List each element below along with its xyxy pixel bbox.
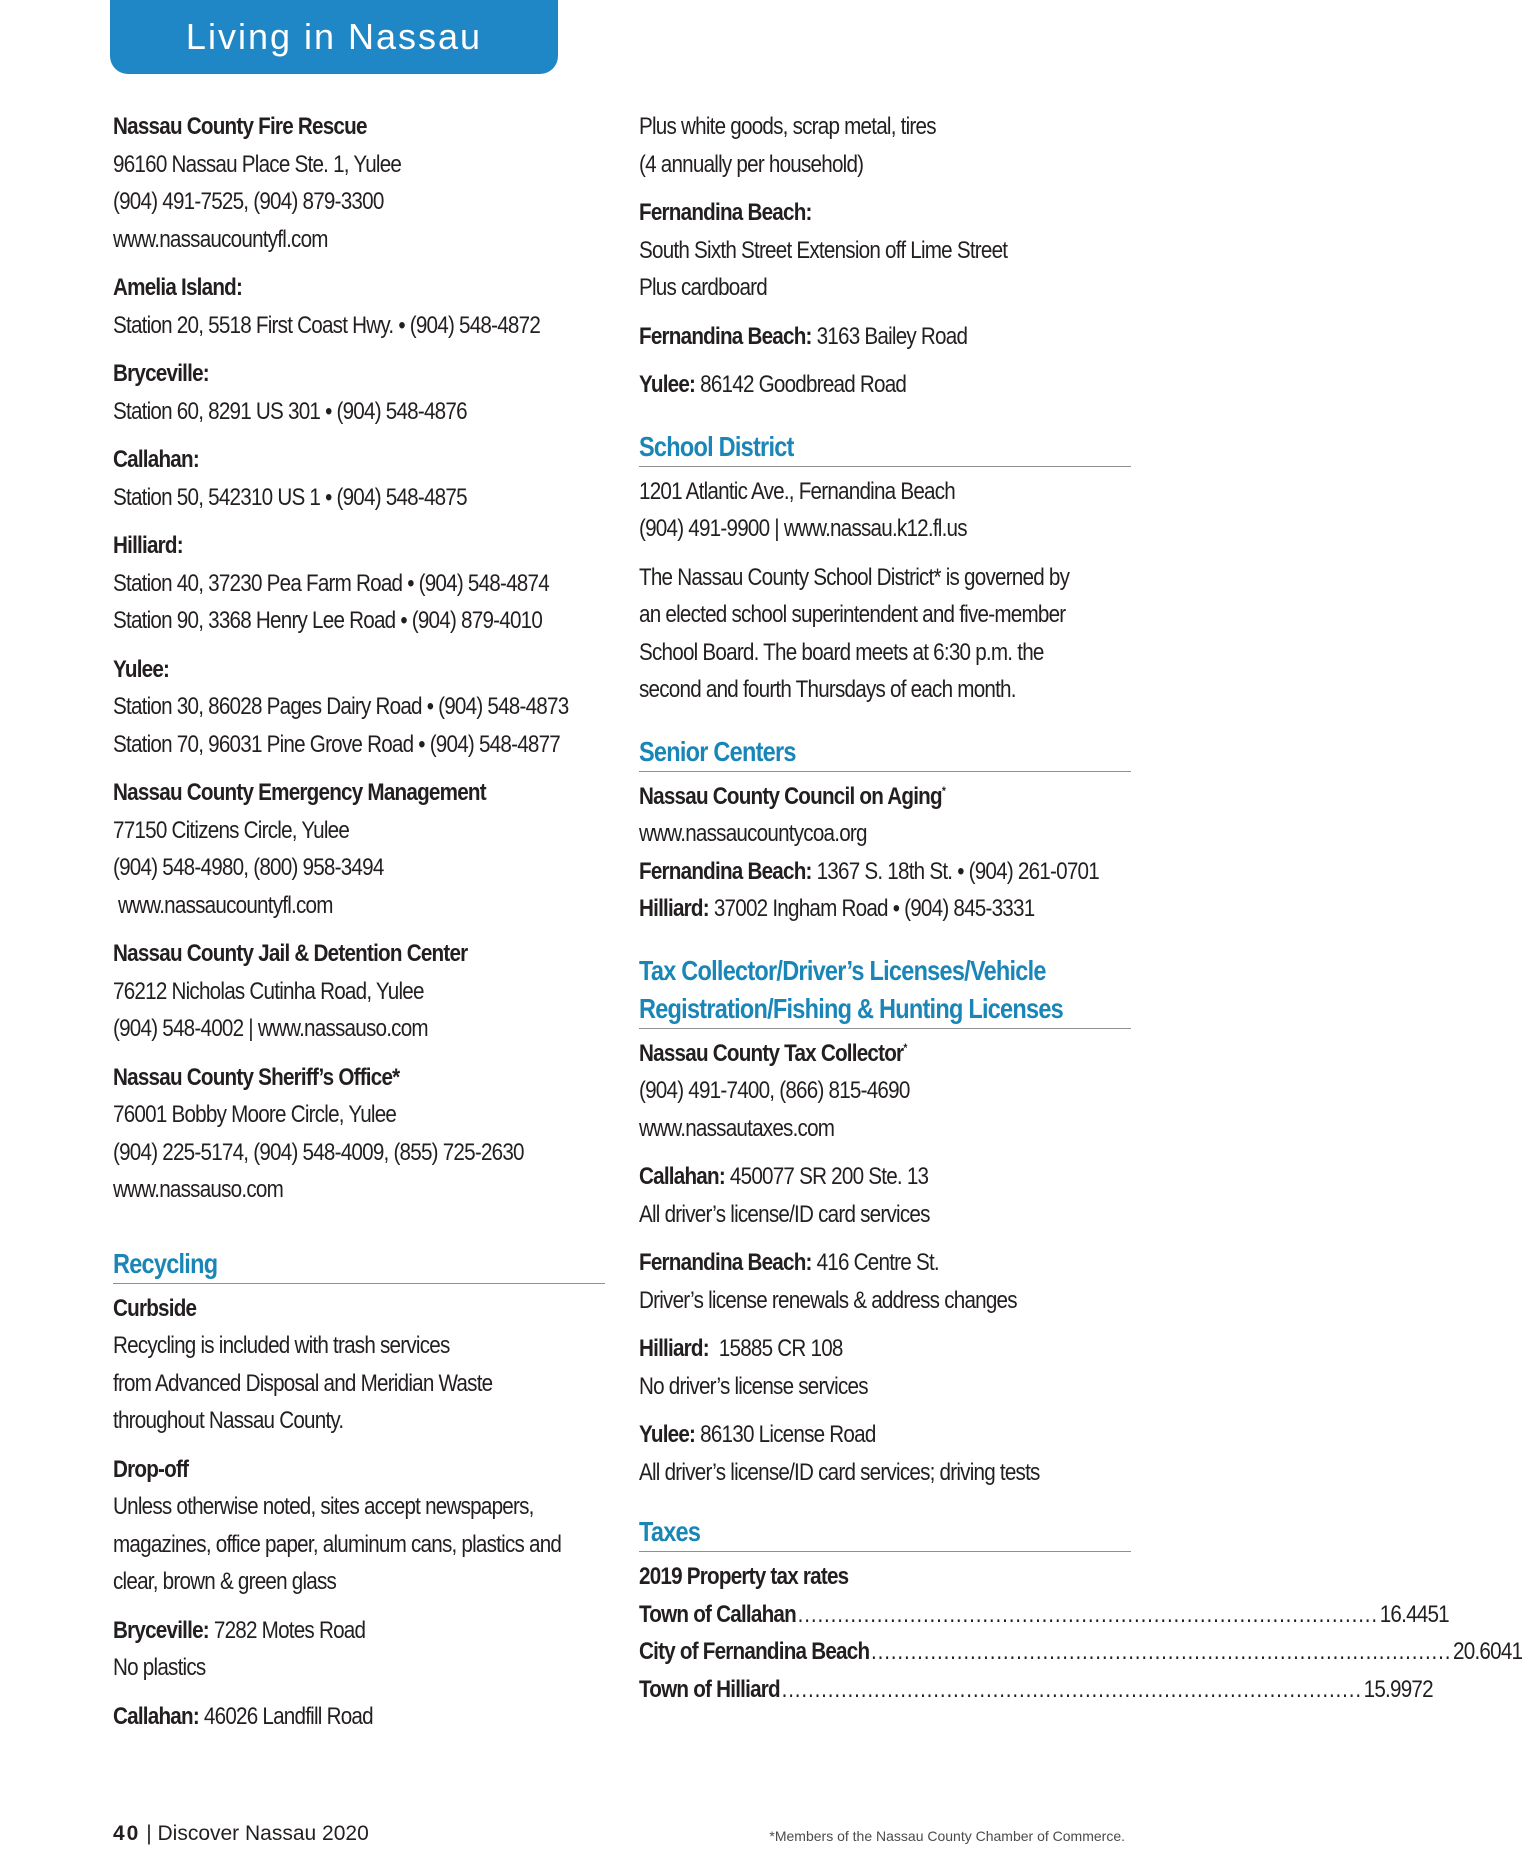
bryceville-block <box>113 355 605 430</box>
recycle-bryceville-note: No plastics <box>113 1654 206 1681</box>
senior-hilliard-label: Hilliard: <box>639 895 709 922</box>
tax-hilliard-note: No driver’s license services <box>639 1372 868 1400</box>
callahan-block <box>113 441 605 516</box>
recycle-callahan-label: Callahan: <box>113 1702 199 1730</box>
jail-block <box>113 935 605 1048</box>
tax-hilliard-block <box>639 1330 1131 1405</box>
hilliard-station-90: Station 90, 3368 Henry Lee Road • (904) 879-4010 <box>113 607 543 634</box>
tax-yulee-address: 86130 License Road <box>695 1421 876 1448</box>
curbside-line-1: Recycling is included with trash services <box>113 1332 450 1359</box>
school-desc-line-4: second and fourth Thursdays of each month. <box>639 676 1016 703</box>
tax-rate-row <box>639 1633 1522 1671</box>
recycling-heading-wrap <box>113 1245 605 1284</box>
callahan-title: Callahan: <box>113 446 199 473</box>
dropoff-line-1: Unless otherwise noted, sites accept newspapers, <box>113 1493 534 1520</box>
tax-rate-value: 15.9972 <box>1363 1675 1433 1703</box>
tax-hilliard-address: 15885 CR 108 <box>708 1335 843 1362</box>
tax-heading-line-1: Tax Collector/Driver’s Licenses/Vehicle <box>639 954 1046 986</box>
recycle-bryceville-address: 7282 Motes Road <box>208 1616 366 1644</box>
amelia-station: Station 20, 5518 First Coast Hwy. • (904) 548-4872 <box>113 311 541 339</box>
recycle-callahan-address: 46026 Landfill Road <box>198 1702 373 1730</box>
left-column <box>113 108 605 1746</box>
tax-fb-label: Fernandina Beach: <box>639 1249 812 1276</box>
recycling-cont-block <box>639 108 1131 183</box>
tax-rate-value: 20.6041 <box>1453 1638 1522 1665</box>
tax-callahan-label: Callahan: <box>639 1163 725 1190</box>
tax-yulee-block <box>639 1416 1131 1491</box>
sheriff-address: 76001 Bobby Moore Circle, Yulee <box>113 1101 397 1128</box>
senior-hilliard-line <box>639 890 1062 928</box>
fire-rescue-block <box>113 108 605 258</box>
school-desc-line-3: School Board. The board meets at 6:30 p.m. the <box>639 638 1044 666</box>
amelia-title: Amelia Island: <box>113 274 243 301</box>
sheriff-block <box>113 1059 605 1209</box>
hilliard-title: Hilliard: <box>113 532 183 559</box>
dropoff-title: Drop-off <box>113 1455 189 1483</box>
tax-collector-title-line <box>639 1035 1062 1073</box>
right-column <box>639 108 1522 1719</box>
yulee-station-70: Station 70, 96031 Pine Grove Road • (904) 548-4877 <box>113 730 561 758</box>
tax-heading-wrap <box>639 952 1131 1029</box>
senior-title-mark: * <box>941 783 946 798</box>
emergency-address: 77150 Citizens Circle, Yulee <box>113 816 350 844</box>
tax-fb-line <box>639 1244 1062 1282</box>
school-desc-line-1: The Nassau County School District* is governed by <box>639 563 1070 591</box>
bryceville-title: Bryceville: <box>113 360 209 387</box>
page-number: 40 <box>113 1822 141 1845</box>
recycle-yulee-address: 86142 Goodbread Road <box>695 371 907 398</box>
recycle-callahan-block <box>113 1698 605 1736</box>
tax-rate-leader: ........................................................................................ <box>797 1600 1378 1628</box>
curbside-block <box>113 1290 605 1440</box>
emergency-title: Nassau County Emergency Management <box>113 779 486 806</box>
bryceville-station: Station 60, 8291 US 301 • (904) 548-4876 <box>113 397 467 425</box>
tax-callahan-note: All driver’s license/ID card services <box>639 1200 930 1228</box>
tax-collector-title: Nassau County Tax Collector <box>639 1039 904 1067</box>
tax-hilliard-label: Hilliard: <box>639 1335 709 1362</box>
tax-heading-line-2: Registration/Fishing & Hunting Licenses <box>639 992 1063 1024</box>
tax-rate-row <box>639 1671 1433 1709</box>
senior-title: Nassau County Council on Aging <box>639 782 942 810</box>
tax-rate-leader: ........................................................................................ <box>781 1675 1362 1703</box>
tax-fb-note: Driver’s license renewals & address changes <box>639 1286 1017 1314</box>
taxes-heading-wrap <box>639 1513 1131 1552</box>
curbside-title: Curbside <box>113 1294 197 1322</box>
tax-callahan-address: 450077 SR 200 Ste. 13 <box>724 1163 929 1190</box>
recycle-yulee-block <box>639 366 1131 404</box>
recycle-fb2-label: Fernandina Beach: <box>639 322 812 350</box>
recycle-callahan-line <box>113 1698 536 1736</box>
recycle-fb2-block <box>639 318 1131 356</box>
fire-rescue-phone: (904) 491-7525, (904) 879-3300 <box>113 188 384 215</box>
publication-name: | Discover Nassau 2020 <box>146 1822 369 1845</box>
tax-rate-value: 16.4451 <box>1379 1600 1449 1628</box>
recycling-cont-line-1: Plus white goods, scrap metal, tires <box>639 113 936 140</box>
section-tab-title: Living in Nassau <box>185 16 483 57</box>
senior-fb-text: 1367 S. 18th St. • (904) 261-0701 <box>811 857 1099 885</box>
tax-collector-block <box>639 1035 1131 1148</box>
school-contact-block <box>639 473 1131 548</box>
tax-collector-title-mark: * <box>903 1040 907 1055</box>
sheriff-web: www.nassauso.com <box>113 1176 284 1203</box>
tax-hilliard-line <box>639 1330 1062 1368</box>
tax-rate-name: Town of Hilliard <box>639 1675 780 1703</box>
emergency-block <box>113 774 605 924</box>
senior-title-line <box>639 778 1062 816</box>
sheriff-phone: (904) 225-5174, (904) 548-4009, (855) 725-2630 <box>113 1138 524 1166</box>
school-address: 1201 Atlantic Ave., Fernandina Beach <box>639 477 956 505</box>
recycle-fb2-address: 3163 Bailey Road <box>811 322 968 350</box>
senior-fb-label: Fernandina Beach: <box>639 857 812 885</box>
senior-block <box>639 778 1131 928</box>
emergency-phone: (904) 548-4980, (800) 958-3494 <box>113 854 384 881</box>
tax-rate-row <box>639 1596 1449 1634</box>
yulee-station-30: Station 30, 86028 Pages Dairy Road • (904) 548-4873 <box>113 693 569 720</box>
taxes-heading: Taxes <box>639 1516 701 1547</box>
tax-fb-address: 416 Centre St. <box>811 1249 939 1276</box>
footer-note: *Members of the Nassau County Chamber of Commerce. <box>769 1828 1125 1844</box>
recycle-fb1-line-1: South Sixth Street Extension off Lime Street <box>639 236 1008 264</box>
section-tab <box>110 0 558 74</box>
senior-hilliard-text: 37002 Ingham Road • (904) 845-3331 <box>708 895 1035 922</box>
dropoff-block <box>113 1451 605 1601</box>
recycle-fb1-line-2: Plus cardboard <box>639 274 767 301</box>
tax-yulee-label: Yulee: <box>639 1421 696 1448</box>
footer-publication <box>113 1822 369 1846</box>
senior-heading: Senior Centers <box>639 735 796 767</box>
recycle-fb1-title: Fernandina Beach: <box>639 199 812 226</box>
tax-callahan-line <box>639 1158 1062 1196</box>
curbside-line-2: from Advanced Disposal and Meridian Waste <box>113 1369 493 1397</box>
recycle-fb2-line <box>639 318 1062 356</box>
callahan-station: Station 50, 542310 US 1 • (904) 548-4875 <box>113 483 467 511</box>
curbside-line-3: throughout Nassau County. <box>113 1407 344 1434</box>
school-desc-block <box>639 559 1131 709</box>
recycle-yulee-label: Yulee: <box>639 371 696 398</box>
hilliard-block <box>113 527 605 640</box>
recycling-heading: Recycling <box>113 1247 218 1279</box>
recycle-yulee-line <box>639 366 1062 404</box>
recycle-bryceville-line <box>113 1612 536 1650</box>
jail-phone: (904) 548-4002 | www.nassauso.com <box>113 1015 428 1042</box>
senior-web: www.nassaucountycoa.org <box>639 820 867 847</box>
senior-fb-line <box>639 853 1099 891</box>
school-heading: School District <box>639 430 794 462</box>
tax-yulee-note: All driver’s license/ID card services; driving tests <box>639 1458 1040 1486</box>
tax-rate-leader: ........................................................................................ <box>871 1638 1452 1665</box>
school-desc-line-2: an elected school superintendent and five-member <box>639 601 1066 628</box>
yulee-block <box>113 651 605 764</box>
amelia-block <box>113 269 605 344</box>
jail-title: Nassau County Jail & Detention Center <box>113 940 468 967</box>
school-phone: (904) 491-9900 | www.nassau.k12.fl.us <box>639 515 967 542</box>
tax-collector-phone: (904) 491-7400, (866) 815-4690 <box>639 1077 910 1104</box>
tax-rate-name: Town of Callahan <box>639 1600 796 1628</box>
hilliard-station-40: Station 40, 37230 Pea Farm Road • (904) 548-4874 <box>113 569 549 597</box>
recycle-bryceville-label: Bryceville: <box>113 1616 209 1644</box>
sheriff-title: Nassau County Sheriff’s Office* <box>113 1063 400 1091</box>
tax-collector-web: www.nassautaxes.com <box>639 1114 835 1142</box>
tax-yulee-line <box>639 1416 1062 1454</box>
recycle-fb1-block <box>639 194 1131 307</box>
fire-rescue-title: Nassau County Fire Rescue <box>113 113 367 140</box>
fire-rescue-web: www.nassaucountyfl.com <box>113 225 328 253</box>
jail-address: 76212 Nicholas Cutinha Road, Yulee <box>113 977 424 1005</box>
tax-rates-block <box>639 1558 1522 1708</box>
emergency-web: www.nassaucountyfl.com <box>113 891 333 919</box>
tax-rate-name: City of Fernandina Beach <box>639 1638 870 1665</box>
yulee-title: Yulee: <box>113 655 170 683</box>
senior-heading-wrap <box>639 733 1131 772</box>
tax-fb-block <box>639 1244 1131 1319</box>
school-heading-wrap <box>639 428 1131 467</box>
dropoff-line-2: magazines, office paper, aluminum cans, plastics and <box>113 1530 562 1558</box>
tax-callahan-block <box>639 1158 1131 1233</box>
recycle-bryceville-block <box>113 1612 605 1687</box>
dropoff-line-3: clear, brown & green glass <box>113 1568 337 1595</box>
fire-rescue-address: 96160 Nassau Place Ste. 1, Yulee <box>113 150 402 178</box>
recycling-cont-line-2: (4 annually per household) <box>639 150 864 178</box>
tax-rates-subtitle: 2019 Property tax rates <box>639 1563 849 1590</box>
